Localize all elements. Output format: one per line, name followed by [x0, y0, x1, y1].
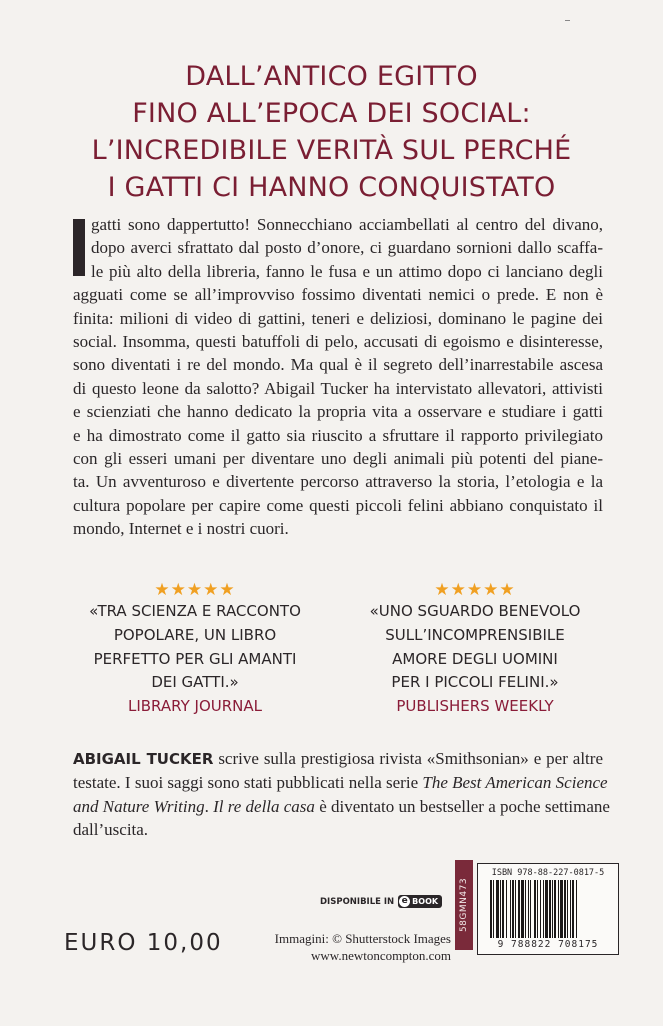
barcode-bar: [493, 880, 494, 938]
rating-stars-icon: ★★★★★: [154, 580, 236, 600]
book-title: Il re della casa: [213, 796, 315, 816]
series-title: and Nature Writing: [73, 796, 205, 816]
blurb-line: le più alto della libreria, fanno le fusa e un attimo dopo ci lanciano degli: [91, 261, 603, 281]
review-line: PERFETTO PER GLI AMANTI: [93, 649, 297, 668]
barcode-bar: [576, 880, 577, 938]
ebook-e-letter: e: [399, 896, 410, 907]
barcode-bar: [534, 880, 536, 938]
review-line: «UNO SGUARDO BENEVOLO: [369, 602, 581, 620]
catalog-code: 58GMN473: [459, 877, 469, 933]
blurb-line: e scienziati che hanno dedicato la propria vita a osservare e studiare i gatti: [73, 402, 603, 422]
headline-line: FINO ALL’EPOCA DEI SOCIAL:: [132, 98, 531, 129]
blurb: [73, 213, 603, 541]
bio-text: è diventato un bestseller a poche settimane: [314, 796, 610, 816]
credits: [255, 930, 451, 964]
bio-text: testate. I suoi saggi sono stati pubblicati nella serie: [73, 773, 423, 793]
image-credits: Immagini: © Shutterstock Images: [274, 931, 451, 946]
series-title: The Best American Science: [422, 773, 608, 793]
blurb-line: di questo leone da salotto? Abigail Tucker ha intervistato allevatori, attivisti: [73, 378, 603, 398]
review-line: SULL’INCOMPRENSIBILE: [385, 625, 565, 644]
isbn-digits: 9 788822 708175: [497, 939, 599, 950]
publisher-website: www.newtoncompton.com: [311, 948, 451, 963]
bio-text: scrive sulla prestigiosa rivista «Smithsonian» e per altre: [213, 749, 603, 768]
barcode-bar: [510, 880, 511, 938]
barcode-bar: [496, 880, 499, 938]
barcode-bar: [545, 880, 548, 938]
isbn-barcode: [477, 863, 619, 955]
review-library-journal: [60, 580, 330, 719]
ebook-badge-text: BOOK: [412, 897, 439, 906]
ebook-icon: [398, 895, 442, 908]
barcode-bar: [543, 880, 544, 938]
rating-stars-icon: ★★★★★: [434, 580, 516, 600]
blurb-line: mondo, Internet e i nostri cuori.: [73, 519, 289, 539]
ebook-availability: [320, 895, 442, 908]
barcode-bar: [567, 880, 568, 938]
blurb-line: cultura popolare per capire come questi piccoli felini abbiano conquistato il: [73, 495, 603, 515]
bio-line: [73, 747, 603, 771]
barcode-bar: [554, 880, 556, 938]
barcode-bar: [512, 880, 514, 938]
barcode-bar: [515, 880, 516, 938]
headline-line: DALL’ANTICO EGITTO: [185, 61, 478, 92]
barcode-bar: [521, 880, 524, 938]
bio-line: [73, 795, 610, 818]
barcode-bar: [502, 880, 504, 938]
blurb-line: finita: milioni di video di gattini, teneri e deliziosi, dominano le pagine dei: [73, 308, 603, 328]
blurb-line: ta. Un avventuroso e divertente percorso attraverso la storia, l’etologia e la: [73, 472, 603, 492]
review-line: PER I PICCOLI FELINI.»: [391, 673, 559, 692]
barcode-bar: [558, 880, 559, 938]
ebook-label: DISPONIBILE IN: [320, 896, 395, 907]
barcode-icon: [488, 880, 608, 938]
headline-line: I GATTI CI HANNO CONQUISTATO: [107, 172, 556, 203]
barcode-bar: [540, 880, 541, 938]
barcode-bar: [570, 880, 571, 938]
review-line: DEI GATTI.»: [151, 673, 239, 692]
barcode-bar: [506, 880, 507, 938]
barcode-bar: [525, 880, 526, 938]
isbn-label: ISBN 978-88-227-0817-5: [491, 868, 605, 878]
blurb-line: agguati come se all’improvviso fossimo diventati nemici o prede. E non è: [73, 285, 603, 305]
review-source: LIBRARY JOURNAL: [127, 697, 262, 716]
review-source: PUBLISHERS WEEKLY: [396, 697, 554, 716]
price: EURO 10,00: [64, 930, 223, 956]
author-name: ABIGAIL TUCKER: [73, 750, 214, 768]
review-line: POPOLARE, UN LIBRO: [113, 625, 277, 644]
barcode-bar: [564, 880, 566, 938]
bio-line: [73, 771, 608, 794]
barcode-bar: [552, 880, 553, 938]
blurb-line: dopo averci sfrattato dal posto d’onore, ci guardano sornioni dallo scaffa-: [91, 238, 603, 258]
blurb-line: gatti sono dappertutto! Sonnecchiano acciambellati al centro del divano,: [91, 215, 603, 234]
blurb-line: sono diventati i re del mondo. Ma qual è il segreto dell’inarrestabile ascesa: [73, 355, 603, 375]
barcode-bar: [537, 880, 538, 938]
review-line: AMORE DEGLI UOMINI: [392, 649, 558, 668]
barcode-bar: [500, 880, 501, 938]
headline-line: L’INCREDIBILE VERITÀ SUL PERCHÉ: [91, 135, 572, 166]
drop-cap-i: [73, 219, 85, 276]
barcode-bar: [549, 880, 551, 938]
registration-mark: [565, 20, 570, 21]
blurb-line: e ha dimostrato come il gatto sia riuscito a sfruttare il rapporto privilegiato: [73, 425, 603, 445]
blurb-line: social. Insomma, questi batuffoli di pelo, accusati di egoismo e disinteresse,: [73, 332, 603, 352]
review-publishers-weekly: [340, 580, 610, 719]
barcode-bar: [528, 880, 529, 938]
barcode-bar: [490, 880, 492, 938]
barcode-bar: [530, 880, 531, 938]
catalog-code-strip: [455, 860, 473, 950]
bio-text: .: [204, 796, 214, 816]
author-bio: [73, 747, 610, 842]
blurb-line: con gli esseri umani per diventare uno degli animali più potenti del piane-: [73, 449, 603, 469]
barcode-bar: [572, 880, 574, 938]
barcode-bar: [518, 880, 520, 938]
review-line: «TRA SCIENZA E RACCONTO: [89, 602, 301, 620]
headline: [0, 58, 663, 206]
bio-line: dall’uscita.: [73, 820, 149, 840]
barcode-bar: [560, 880, 563, 938]
